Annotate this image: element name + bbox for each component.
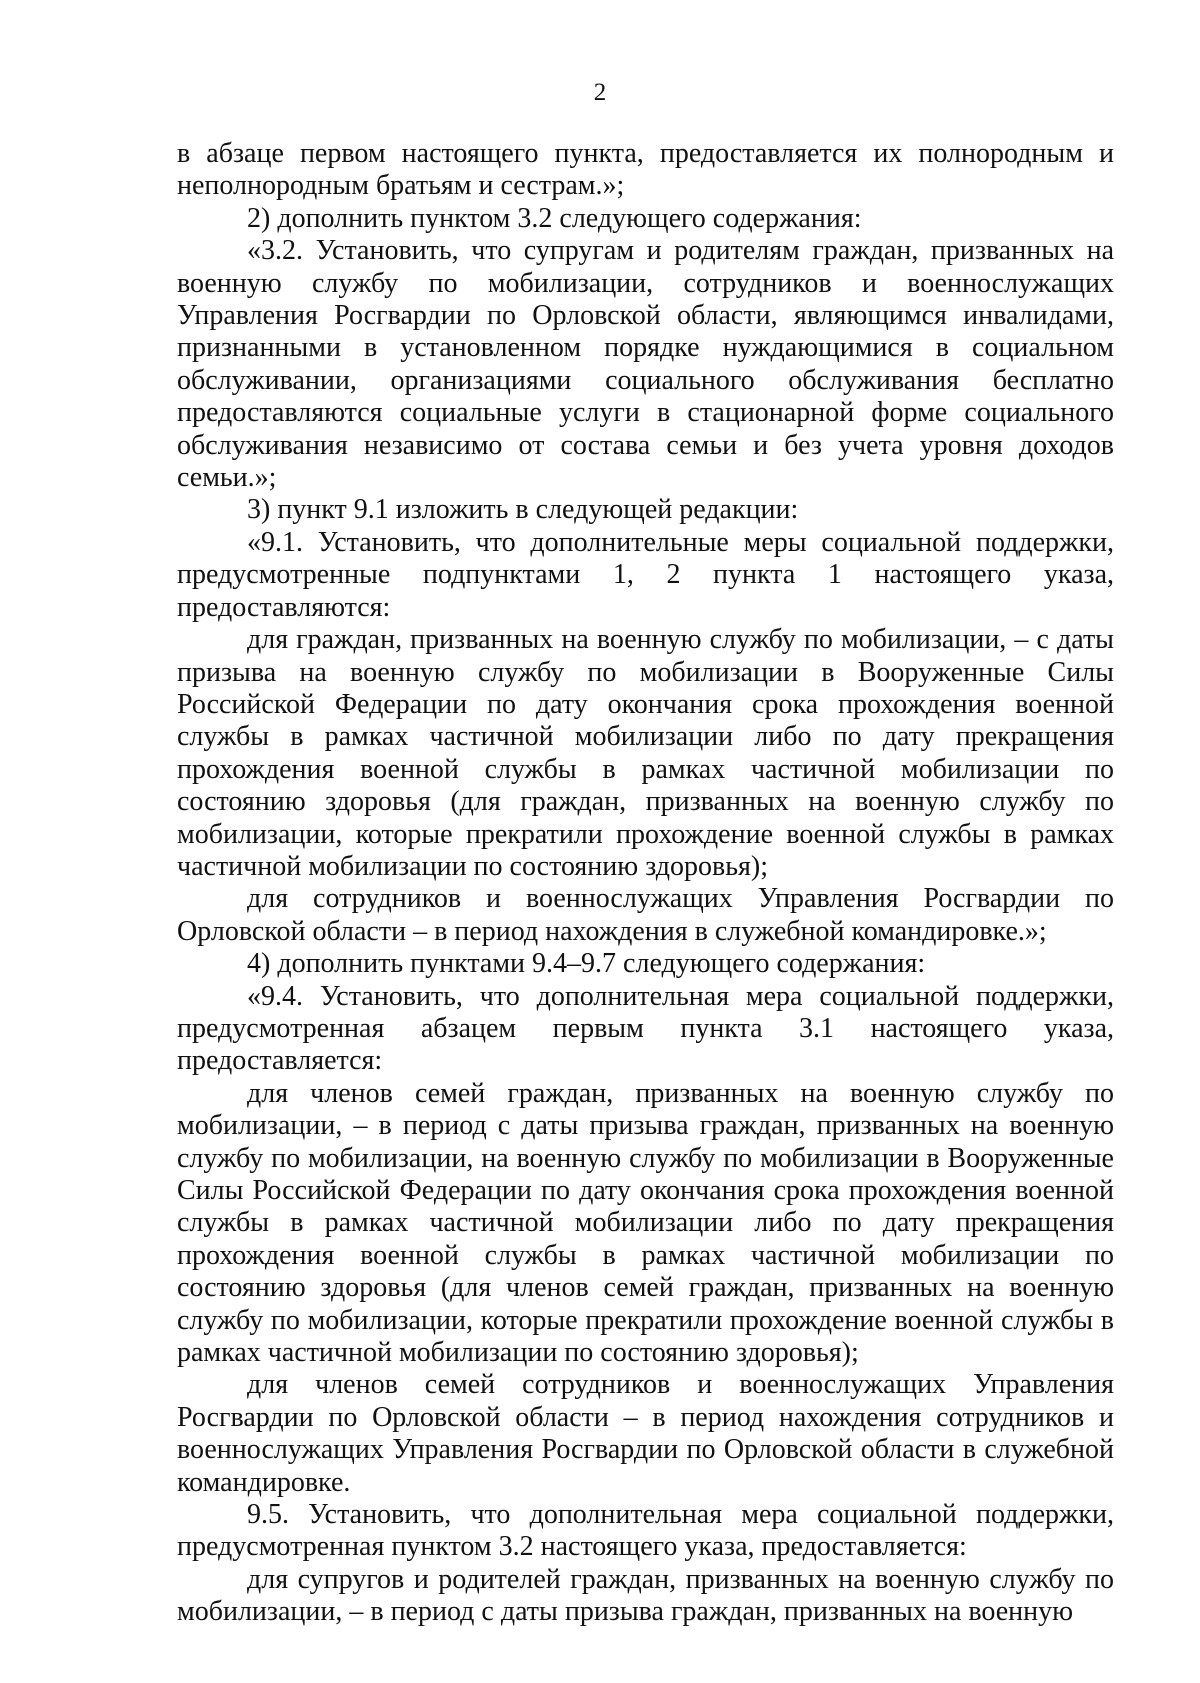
- paragraph-clause-9-5: 9.5. Установить, что дополнительная мера социальной поддержки, предусмотренная пунктом 3.2 настоящего указа, предоставляется:: [177, 1499, 1114, 1563]
- page-number: 2: [593, 79, 607, 106]
- document-body: [177, 138, 1114, 1629]
- paragraph-rosgvardia-staff: для сотрудников и военнослужащих Управления Росгвардии по Орловской области – в период нахождения в служебной командировке.»;: [177, 883, 1114, 947]
- paragraph-clause-9-4: «9.4. Установить, что дополнительная мера социальной поддержки, предусмотренная абзацем первым пункта 3.1 настоящего указа, предоставляется:: [177, 980, 1114, 1077]
- paragraph-mobilized-citizens: для граждан, призванных на военную службу по мобилизации, – с даты призыва на военную службу по мобилизации в Вооруженные Силы Российской Федерации по дату окончания срока прохождения военной службы в рамках частичной мобилизации либо по дату прекращения прохождения военной службы в рамках частичной мобилизации по состоянию здоровья (для граждан, призванных на военную службу по мобилизации, которые прекратили прохождение военной службы в рамках частичной мобилизации по состоянию здоровья);: [177, 624, 1114, 882]
- paragraph-item-4: 4) дополнить пунктами 9.4–9.7 следующего содержания:: [247, 948, 926, 980]
- paragraph-spouses-parents: для супругов и родителей граждан, призванных на военную службу по мобилизации, – в период с даты призыва граждан, призванных на военную: [177, 1563, 1114, 1628]
- paragraph-continuation: в абзаце первом настоящего пункта, предоставляется их полнородным и неполнородным братьям и сестрам.»;: [177, 138, 1114, 202]
- paragraph-item-3: 3) пункт 9.1 изложить в следующей редакции:: [247, 494, 799, 526]
- paragraph-clause-3-2: «3.2. Установить, что супругам и родителям граждан, призванных на военную службу по мобилизации, сотрудников и военнослужащих Управления Росгвардии по Орловской области, являющимся инвалидами, признанными в установленном порядке нуждающимися в социальном обслуживании, организациями социального обслуживания бесплатно предоставляются социальные услуги в стационарной форме социального обслуживания независимо от состава семьи и без учета уровня доходов семьи.»;: [177, 235, 1114, 494]
- paragraph-family-members-rosgvardia: для членов семей сотрудников и военнослужащих Управления Росгвардии по Орловской области – в период нахождения сотрудников и военнослужащих Управления Росгвардии по Орловской области в служебной командировке.: [177, 1369, 1114, 1498]
- paragraph-item-2: 2) дополнить пунктом 3.2 следующего содержания:: [247, 202, 862, 234]
- paragraph-family-members-mobilized: для членов семей граждан, призванных на военную службу по мобилизации, – в период с даты призыва граждан, призванных на военную службу по мобилизации, на военную службу по мобилизации в Вооруженные Силы Российской Федерации по дату окончания срока прохождения военной службы в рамках частичной мобилизации либо по дату прекращения прохождения военной службы в рамках частичной мобилизации по состоянию здоровья (для членов семей граждан, призванных на военную службу по мобилизации, которые прекратили прохождение военной службы в рамках частичной мобилизации по состоянию здоровья);: [177, 1077, 1114, 1369]
- paragraph-clause-9-1: «9.1. Установить, что дополнительные меры социальной поддержки, предусмотренные подпунктами 1, 2 пункта 1 настоящего указа, предоставляются:: [177, 526, 1114, 623]
